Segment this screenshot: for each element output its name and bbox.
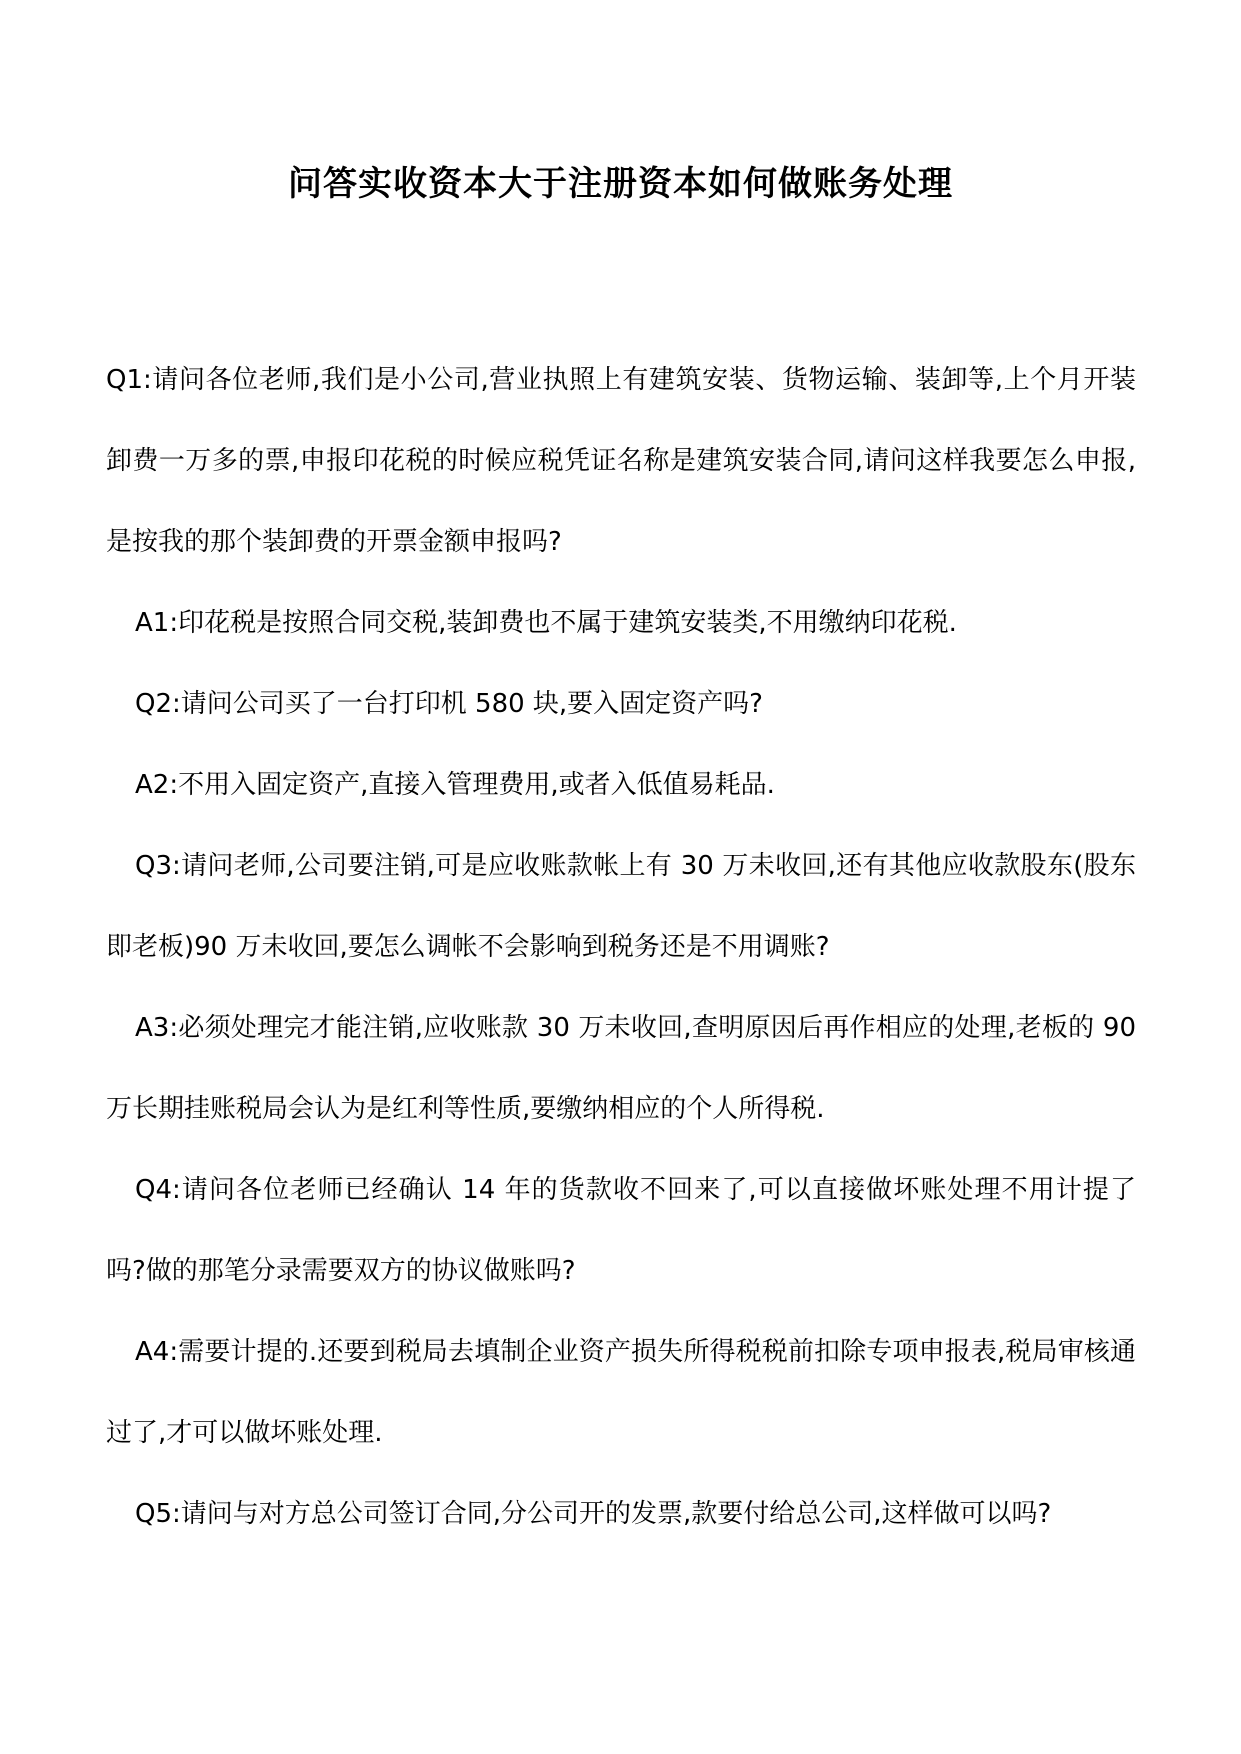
- answer-2: A2:不用入固定资产,直接入管理费用,或者入低值易耗品.: [135, 770, 775, 800]
- answer-3: A3:必须处理完才能注销,应收账款 30 万未收回,查明原因后再作相应的处理,老板的 90 万长期挂账税局会认为是红利等性质,要缴纳相应的个人所得税.: [106, 1013, 1136, 1124]
- question-5: Q5:请问与对方总公司签订合同,分公司开的发票,款要付给总公司,这样做可以吗?: [135, 1499, 1052, 1529]
- document-title: 问答实收资本大于注册资本如何做账务处理: [288, 164, 953, 204]
- question-3: Q3:请问老师,公司要注销,可是应收账款帐上有 30 万未收回,还有其他应收款股东(股东即老板)90 万未收回,要怎么调帐不会影响到税务还是不用调账?: [106, 851, 1136, 962]
- question-2: Q2:请问公司买了一台打印机 580 块,要入固定资产吗?: [135, 689, 763, 719]
- qa-content: [106, 340, 1136, 1555]
- answer-1: A1:印花税是按照合同交税,装卸费也不属于建筑安装类,不用缴纳印花税.: [135, 608, 957, 638]
- answer-4: A4:需要计提的.还要到税局去填制企业资产损失所得税税前扣除专项申报表,税局审核通过了,才可以做坏账处理.: [106, 1337, 1136, 1448]
- question-1: Q1:请问各位老师,我们是小公司,营业执照上有建筑安装、货物运输、装卸等,上个月开装卸费一万多的票,申报印花税的时候应税凭证名称是建筑安装合同,请问这样我要怎么申报,是按我的那个装卸费的开票金额申报吗?: [106, 365, 1136, 557]
- question-4: Q4:请问各位老师已经确认 14 年的货款收不回来了,可以直接做坏账处理不用计提了吗?做的那笔分录需要双方的协议做账吗?: [106, 1175, 1136, 1286]
